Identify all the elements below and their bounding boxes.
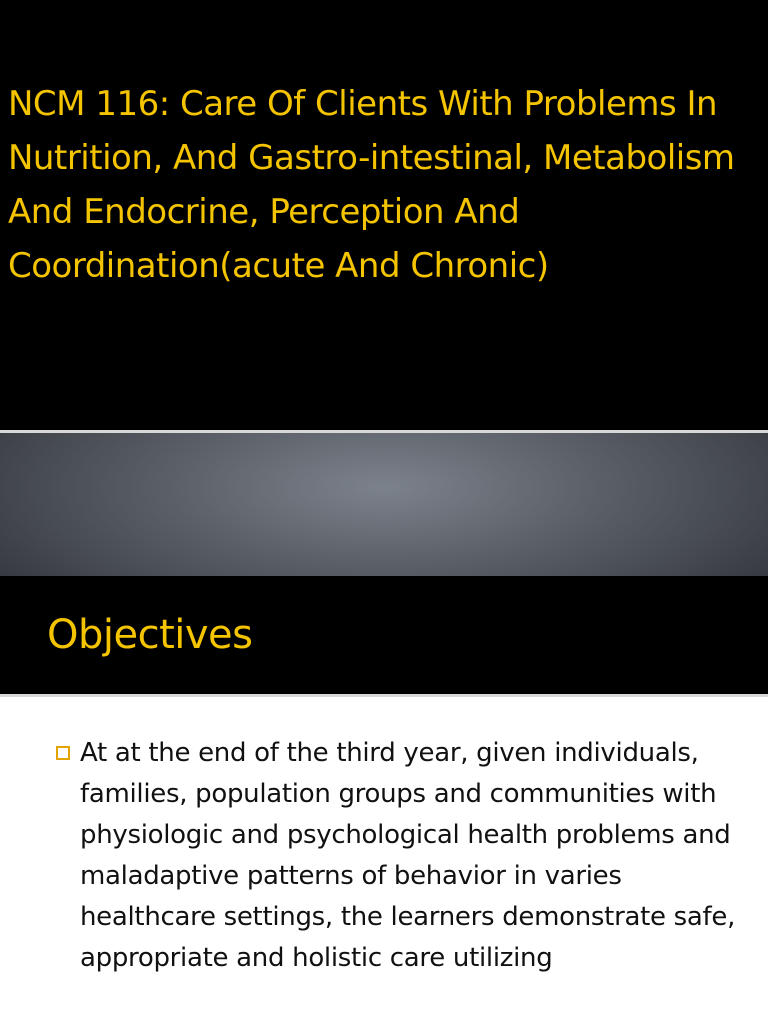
objectives-slide-header [0, 433, 768, 694]
bullet-text: At at the end of the third year, given individuals, families, population groups and communities with physiologic and psychological health problems and maladaptive patterns of behavior in varies healthcare settings, the learners demonstrate safe, appropriate and holistic care utilizing [80, 738, 736, 973]
objectives-heading: Objectives [47, 612, 253, 658]
objectives-body [0, 697, 768, 1024]
decorative-gradient-band [0, 433, 768, 576]
slide-title: NCM 116: Care Of Clients With Problems In Nutrition, And Gastro-intestinal, Metabolism And Endocrine, Perception And Coordination(acute And Chronic) [8, 84, 735, 286]
square-bullet-icon [56, 746, 70, 760]
list-item [56, 733, 756, 979]
title-slide [0, 0, 768, 430]
